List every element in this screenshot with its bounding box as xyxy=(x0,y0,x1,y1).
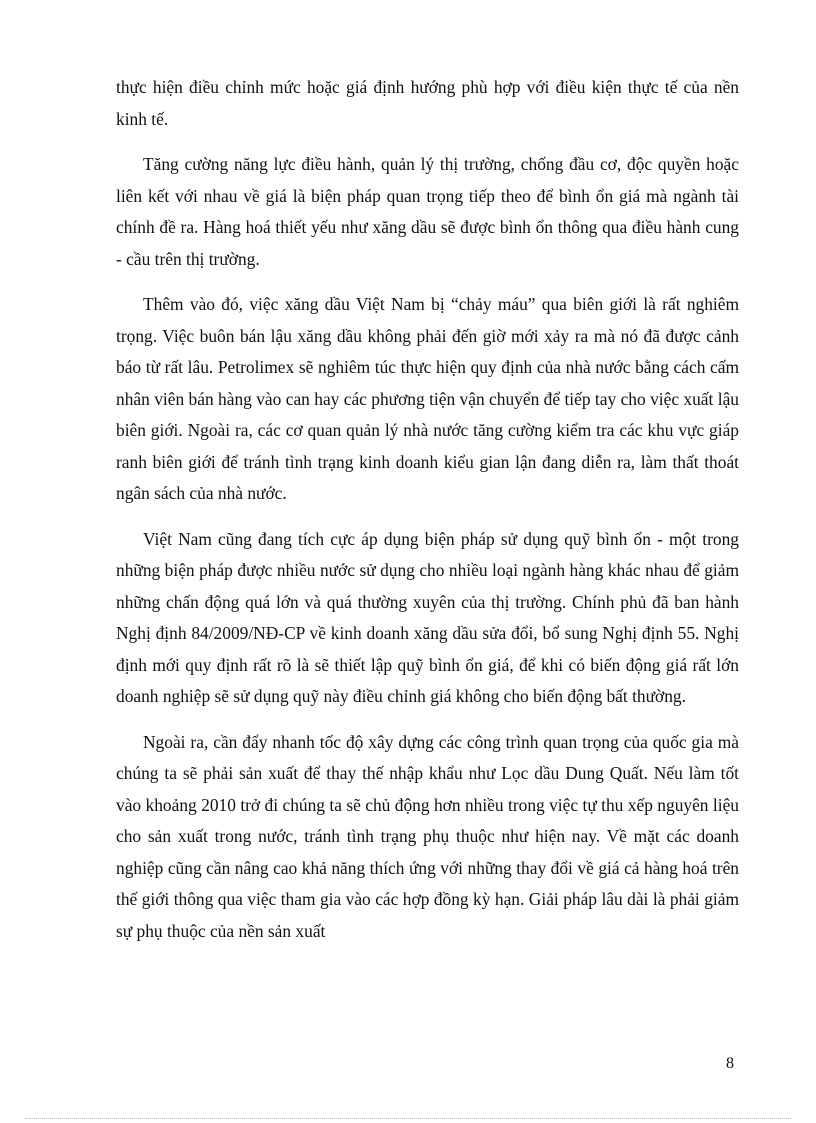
paragraph-domestic-production: Ngoài ra, cần đẩy nhanh tốc độ xây dựng các công trình quan trọng của quốc gia mà chúng ta sẽ phải sản xuất để thay thế nhập khẩu như Lọc dầu Dung Quất. Nếu làm tốt vào khoảng 2010 trở đi chúng ta sẽ chủ động hơn nhiều trong việc tự thu xếp nguyên liệu cho sản xuất trong nước, tránh tình trạng phụ thuộc như hiện nay. Về mặt các doanh nghiệp cũng cần nâng cao khả năng thích ứng với những thay đổi về giá cả hàng hoá trên thế giới thông qua việc tham gia vào các hợp đồng kỳ hạn. Giải pháp lâu dài là phải giảm sự phụ thuộc của nền sản xuất xyxy=(116,731,739,941)
paragraph-market-management: Tăng cường năng lực điều hành, quản lý thị trường, chống đầu cơ, độc quyền hoặc liên kết với nhau về giá là biện pháp quan trọng tiếp theo để bình ổn giá mà ngành tài chính đề ra. Hàng hoá thiết yếu như xăng dầu sẽ được bình ổn thông qua điều hành cung - cầu trên thị trường. xyxy=(116,154,739,269)
paragraph-smuggling: Thêm vào đó, việc xăng dầu Việt Nam bị “chảy máu” qua biên giới là rất nghiêm trọng. Việc buôn bán lậu xăng dầu không phải đến giờ mới xảy ra mà nó đã được cảnh báo từ rất lâu. Petrolimex sẽ nghiêm túc thực hiện quy định của nhà nước bằng cách cấm nhân viên bán hàng vào can hay các phương tiện vận chuyển để tiếp tay cho việc xuất lậu biên giới. Ngoài ra, các cơ quan quản lý nhà nước tăng cường kiểm tra các khu vực giáp ranh biên giới để tránh tình trạng kinh doanh kiểu gian lận đang diễn ra, làm thất thoát ngân sách của nhà nước. xyxy=(116,294,739,503)
page-body xyxy=(116,72,739,947)
paragraph-stabilization-fund: Việt Nam cũng đang tích cực áp dụng biện pháp sử dụng quỹ bình ổn - một trong những biện pháp được nhiều nước sử dụng cho nhiều loại ngành hàng khác nhau để giảm những chấn động quá lớn và quá thường xuyên của thị trường. Chính phủ đã ban hành Nghị định 84/2009/NĐ-CP về kinh doanh xăng dầu sửa đổi, bổ sung Nghị định 55. Nghị định mới quy định rất rõ là sẽ thiết lập quỹ bình ổn giá, để khi có biến động giá rất lớn doanh nghiệp sẽ sử dụng quỹ này điều chỉnh giá không cho biến động bất thường. xyxy=(116,528,739,706)
paragraph-continuation: thực hiện điều chỉnh mức hoặc giá định hướng phù hợp với điều kiện thực tế của nền kinh tế. xyxy=(116,77,739,129)
page-border xyxy=(25,1118,791,1119)
page-number: 8 xyxy=(726,1055,734,1072)
